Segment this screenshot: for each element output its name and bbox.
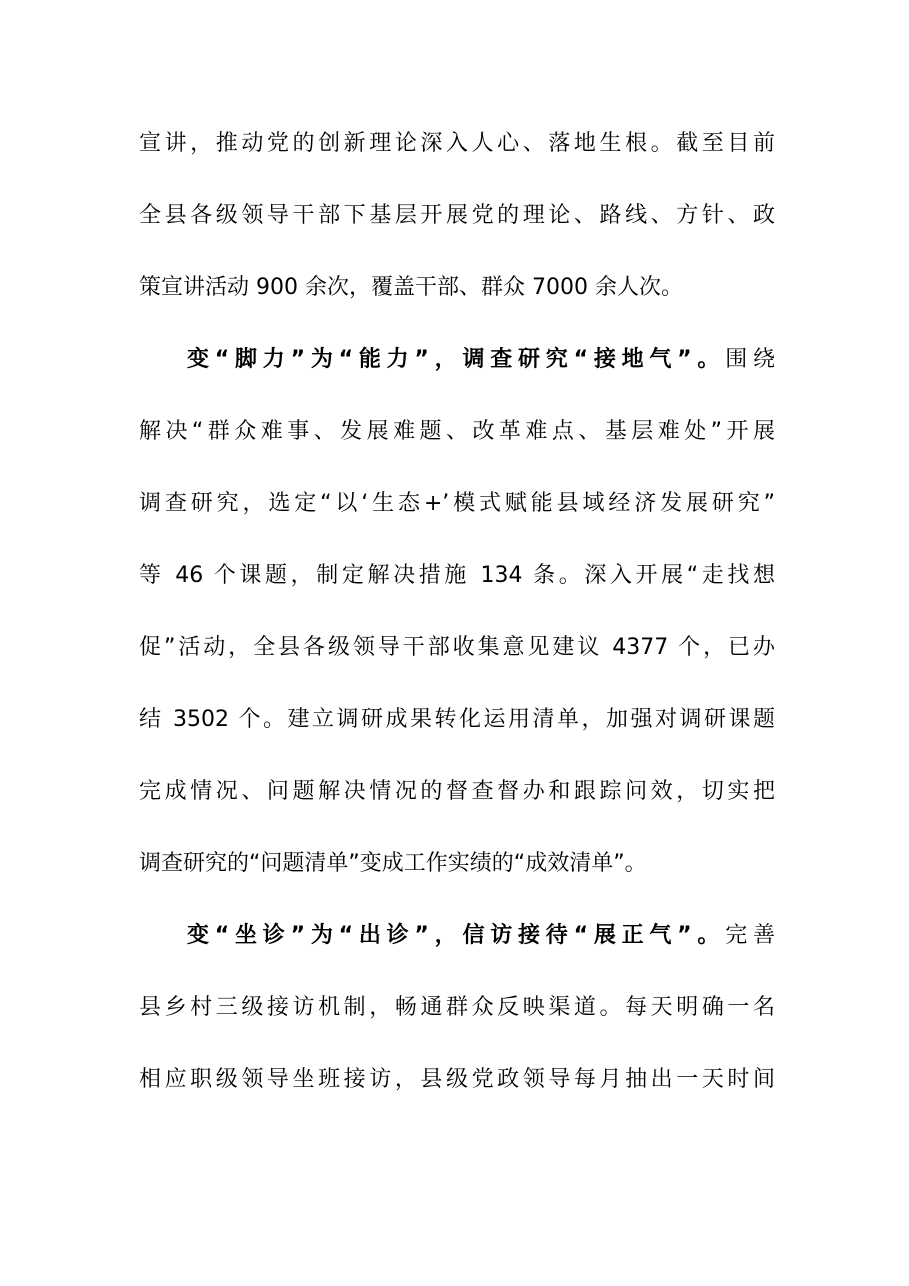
paragraph-3-line-3: 相应职级领导坐班接访，县级党政领导每月抽出一天时间 bbox=[139, 1067, 775, 1092]
paragraph-2-line-4: 等 46 个课题，制定解决措施 134 条。深入开展“走找想 bbox=[139, 563, 775, 588]
paragraph-2-line-8: 调查研究的“问题清单”变成工作实绩的“成效清单”。 bbox=[139, 851, 647, 876]
paragraph-3-line-1 bbox=[139, 900, 775, 972]
paragraph-2-line-6: 结 3502 个。建立调研成果转化运用清单，加强对调研课题 bbox=[139, 707, 775, 732]
paragraph-2-line-5: 促”活动，全县各级领导干部收集意见建议 4377 个，已办 bbox=[139, 635, 775, 660]
paragraph-2-line-3: 调查研究，选定“以‘生态+’模式赋能县域经济发展研究” bbox=[139, 491, 775, 516]
body-text bbox=[139, 108, 775, 1116]
paragraph-1-line-1: 宣讲，推动党的创新理论深入人心、落地生根。截至目前 bbox=[139, 131, 775, 156]
paragraph-3-line-1-rest: 完善 bbox=[725, 923, 775, 948]
paragraph-2-heading: 变“脚力”为“能力”，调查研究“接地气”。 bbox=[187, 347, 726, 372]
paragraph-2-line-1 bbox=[139, 324, 775, 396]
paragraph-2-line-7: 完成情况、问题解决情况的督查督办和跟踪问效，切实把 bbox=[139, 779, 775, 804]
paragraph-2-line-2: 解决“群众难事、发展难题、改革难点、基层难处”开展 bbox=[139, 419, 775, 444]
paragraph-3-line-2: 县乡村三级接访机制，畅通群众反映渠道。每天明确一名 bbox=[139, 995, 775, 1020]
paragraph-1-line-3: 策宣讲活动 900 余次，覆盖干部、群众 7000 余人次。 bbox=[139, 275, 683, 300]
paragraph-2-line-1-rest: 围绕 bbox=[725, 347, 775, 372]
paragraph-1-line-2: 全县各级领导干部下基层开展党的理论、路线、方针、政 bbox=[139, 203, 775, 228]
paragraph-3-heading: 变“坐诊”为“出诊”，信访接待“展正气”。 bbox=[187, 923, 726, 948]
